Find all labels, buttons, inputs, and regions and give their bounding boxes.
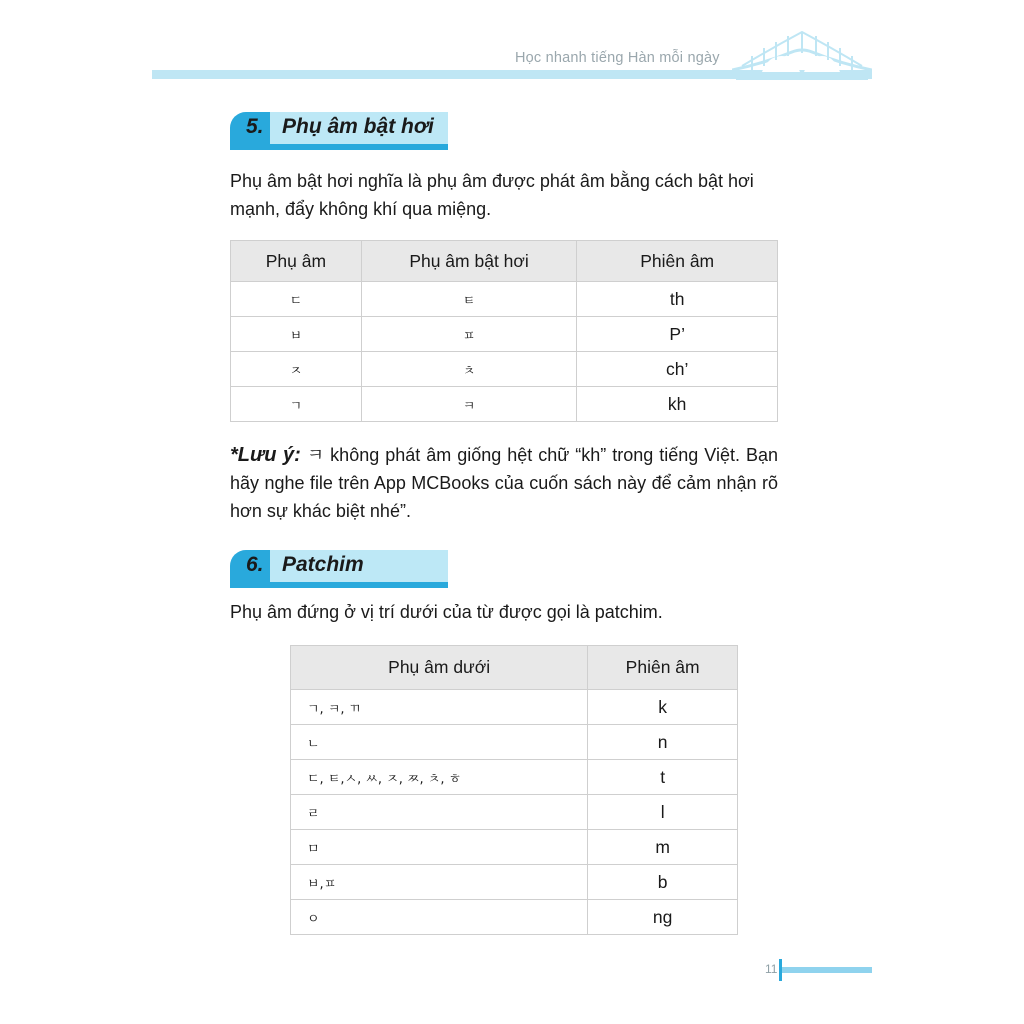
column-header: Phiên âm	[588, 646, 738, 690]
table-cell: ㅈ	[231, 352, 362, 387]
table-cell: ch’	[577, 352, 778, 387]
section-6-description: Phụ âm đứng ở vị trí dưới của từ được gọi là patchim.	[230, 602, 663, 622]
table-cell: ㄴ	[291, 725, 588, 760]
table-cell: ㅁ	[291, 830, 588, 865]
table-cell: b	[588, 865, 738, 900]
table-cell: m	[588, 830, 738, 865]
table-cell: kh	[577, 387, 778, 422]
table-row	[291, 830, 738, 865]
table-row	[231, 387, 778, 422]
table-cell: ㅇ	[291, 900, 588, 935]
section-5-number: 5.	[246, 115, 264, 138]
table-cell: ㄱ, ㅋ, ㄲ	[291, 690, 588, 725]
table-row	[231, 352, 778, 387]
column-header: Phiên âm	[577, 241, 778, 282]
column-header: Phụ âm bật hơi	[361, 241, 577, 282]
note-text: ㅋ không phát âm giống hệt chữ “kh” trong tiếng Việt. Bạn hãy nghe file trên App MCBooks của cuốn sách này để cảm nhận rõ hơn sự khác biệt nhé”.	[230, 445, 778, 521]
table-cell: ㄷ	[231, 282, 362, 317]
column-header: Phụ âm	[231, 241, 362, 282]
table-cell: th	[577, 282, 778, 317]
table-cell: t	[588, 760, 738, 795]
running-header-title: Học nhanh tiếng Hàn mỗi ngày	[515, 50, 720, 66]
table-cell: ㄹ	[291, 795, 588, 830]
table-header-row	[291, 646, 738, 690]
section-5-description: Phụ âm bật hơi nghĩa là phụ âm được phát âm bằng cách bật hơi mạnh, đẩy không khí qua miệng.	[230, 171, 754, 219]
table-cell: ㅊ	[361, 352, 577, 387]
table-row	[231, 317, 778, 352]
pronunciation-note	[230, 441, 778, 525]
table-row	[231, 282, 778, 317]
table-cell: P’	[577, 317, 778, 352]
section-5-heading	[230, 112, 448, 150]
table-cell: ㅌ	[361, 282, 577, 317]
footer-band	[782, 967, 872, 973]
table-cell: ㅍ	[361, 317, 577, 352]
table-cell: ㄷ, ㅌ,ㅅ, ㅆ, ㅈ, ㅉ, ㅊ, ㅎ	[291, 760, 588, 795]
table-row	[291, 725, 738, 760]
section-5-title: Phụ âm bật hơi	[282, 115, 434, 138]
table-cell: k	[588, 690, 738, 725]
table-header-row	[231, 241, 778, 282]
section-6-number: 6.	[246, 553, 264, 576]
table-row	[291, 900, 738, 935]
bridge-decoration-icon	[732, 26, 872, 80]
aspirated-consonants-table	[230, 240, 778, 422]
section-6-heading	[230, 550, 448, 588]
table-cell: ㅂ,ㅍ	[291, 865, 588, 900]
table-row	[291, 690, 738, 725]
table-cell: ㅂ	[231, 317, 362, 352]
table-row	[291, 760, 738, 795]
patchim-table	[290, 645, 738, 935]
page-number: 11	[765, 962, 778, 976]
column-header: Phụ âm dưới	[291, 646, 588, 690]
table-row	[291, 865, 738, 900]
table-cell: l	[588, 795, 738, 830]
table-cell: n	[588, 725, 738, 760]
table-cell: ㅋ	[361, 387, 577, 422]
table-cell: ng	[588, 900, 738, 935]
note-label: *Lưu ý:	[230, 444, 301, 466]
section-6-title: Patchim	[282, 553, 364, 576]
table-row	[291, 795, 738, 830]
table-cell: ㄱ	[231, 387, 362, 422]
